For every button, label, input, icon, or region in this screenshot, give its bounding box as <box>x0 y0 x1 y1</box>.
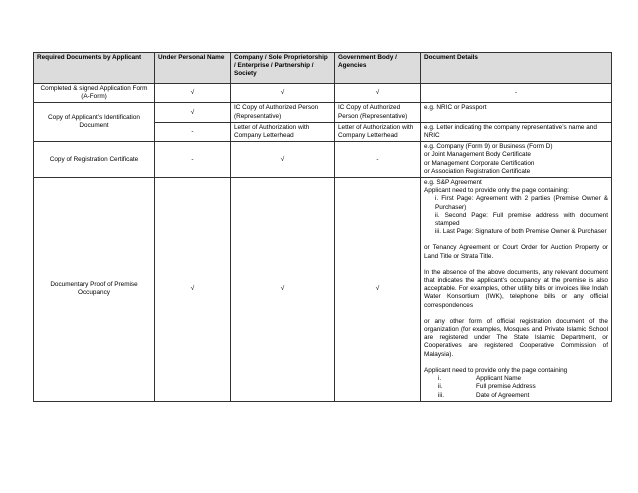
table-row <box>34 178 612 402</box>
header-row <box>34 53 612 84</box>
page-item: ii. Second Page: Full premise address with document stamped <box>435 211 608 228</box>
dash-government: - <box>335 142 421 178</box>
check-government: √ <box>335 178 421 402</box>
details-occupancy <box>421 178 612 402</box>
company-authorization: Letter of Authorization with Company Letterhead <box>231 122 335 141</box>
dash-personal: - <box>155 142 231 178</box>
header-required-documents: Required Documents by Applicant <box>34 53 155 84</box>
detail-line: e.g. S&P Agreement <box>424 179 482 187</box>
table-row <box>34 84 612 103</box>
check-personal: √ <box>155 178 231 402</box>
list-item <box>424 375 608 383</box>
table-row <box>34 103 612 122</box>
header-government: Government Body / Agencies <box>335 53 421 84</box>
list-text: Full premise Address <box>476 383 536 391</box>
government-authorization: Letter of Authorization with Company Letterhead <box>335 122 421 141</box>
page-item: iii. Last Page: Signature of both Premise Owner & Purchaser <box>435 228 607 236</box>
list-text: Applicant Name <box>476 375 522 383</box>
list-text: Date of Agreement <box>476 391 530 399</box>
list-number: iii. <box>438 391 445 399</box>
government-identification: IC Copy of Authorized Person (Representative) <box>335 103 421 122</box>
list-item <box>424 392 608 400</box>
details-registration <box>421 142 612 178</box>
detail-line: or Management Corporate Certification <box>424 159 535 167</box>
list-number: i. <box>438 375 442 383</box>
table-row <box>34 142 612 178</box>
row-label-application-form: Completed & signed Application Form (A-Form) <box>34 84 155 103</box>
details-identification: e.g. NRIC or Passport <box>421 103 612 122</box>
check-government: √ <box>335 84 421 103</box>
details-authorization: e.g. Letter indicating the company representative’s name and NRIC <box>421 122 612 141</box>
header-company: Company / Sole Proprietorship / Enterprise / Partnership / Society <box>231 53 335 84</box>
row-label-registration: Copy of Registration Certificate <box>34 142 155 178</box>
detail-line: or Joint Management Body Certificate <box>424 151 531 159</box>
list-item <box>424 383 608 391</box>
paragraph-official: or any other form of official registration document of the organization (for examples, Mosques and Private Islamic School are registered under The State Islamic Department, or Cooperatives are registered Cooperative Commission of Malaysia). <box>424 317 608 358</box>
check-personal: √ <box>155 103 231 122</box>
company-identification: IC Copy of Authorized Person (Representative) <box>231 103 335 122</box>
check-company: √ <box>231 84 335 103</box>
detail-line: Applicant need to provide only the page containing: <box>424 187 569 195</box>
row-label-occupancy: Documentary Proof of Premise Occupancy <box>34 178 155 402</box>
check-personal: √ <box>155 84 231 103</box>
paragraph-tenancy: or Tenancy Agreement or Court Order for Auction Property or Land Title or Strata Title. <box>424 244 608 260</box>
header-personal-name: Under Personal Name <box>155 53 231 84</box>
dash-personal: - <box>155 122 231 141</box>
check-company: √ <box>231 142 335 178</box>
row-label-identification: Copy of Applicant’s Identification Document <box>34 103 155 142</box>
details-application-form: - <box>421 84 612 103</box>
header-document-details: Document Details <box>421 53 612 84</box>
page-item: i. First Page: Agreement with 2 parties (Premise Owner & Purchaser) <box>435 195 608 211</box>
detail-line: e.g. Company (Form 9) or Business (Form D) <box>424 143 553 151</box>
detail-line: or Association Registration Certificate <box>424 167 531 175</box>
check-company: √ <box>231 178 335 402</box>
list-number: ii. <box>438 383 443 391</box>
paragraph-absence: In the absence of the above documents, any relevant document that indicates the applicant’s occupancy at the premise is also acceptable. For examples, other utility bills or invoices like Indah Water Konsortium (IWK), telephone bills or any official correspondences <box>424 268 608 309</box>
detail-line: Applicant need to provide only the page containing <box>424 366 568 374</box>
requirements-table <box>33 52 612 402</box>
